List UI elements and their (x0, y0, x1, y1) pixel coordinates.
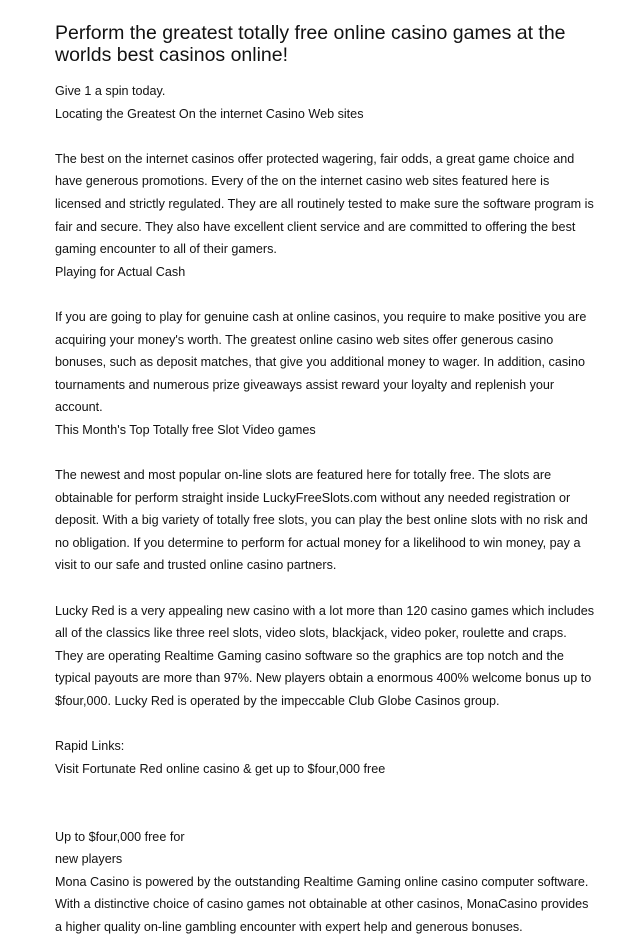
rapid-link-lucky-red: Visit Fortunate Red online casino & get up to $four,000 free (55, 761, 386, 776)
promo-line-2: new players (55, 852, 123, 867)
paragraph-lucky-red: Lucky Red is a very appealing new casino with a lot more than 120 casino games which includes all of the classics like three reel slots, video slots, blackjack, video poker, roulette and craps. They are operating Realtime Gaming casino software so the graphics are top notch and the typical payouts are more than 97%. New players obtain a enormous 400% welcome bonus up to $four,000. Lucky Red is operated by the impeccable Club Globe Casinos group. (55, 603, 595, 709)
document-page (55, 22, 595, 939)
intro-line-2: Locating the Greatest On the internet Casino Web sites (55, 106, 364, 121)
promo-line-1: Up to $four,000 free for (55, 829, 185, 844)
paragraph-mona-casino: Mona Casino is powered by the outstanding Realtime Gaming online casino computer software. With a distinctive choice of casino games not obtainable at other casinos, MonaCasino provides a higher quality on-line gambling encounter with expert help and generous bonuses. (55, 874, 589, 934)
intro-line-1: Give 1 a spin today. (55, 84, 166, 98)
paragraph-real-cash: If you are going to play for genuine cash at online casinos, you require to make positive you are acquiring your money's worth. The greatest online casino web sites offer generous casino bonuses, such as deposit matches, that give you additional money to wager. In addition, casino tournaments and numerous prize giveaways assist reward your loyalty and replenish your account. (55, 309, 587, 415)
heading-real-cash: Playing for Actual Cash (55, 264, 186, 279)
paragraph-free-slots: The newest and most popular on-line slots are featured here for totally free. The slots are obtainable for perform straight inside LuckyFreeSlots.com without any needed registration or deposit. With a big variety of totally free slots, you can play the best online slots with no risk and no obligation. If you determine to perform for actual money for a likelihood to win money, pay a visit to our safe and trusted online casino partners. (55, 468, 588, 573)
rapid-links-label: Rapid Links: (55, 739, 125, 754)
heading-top-slots: This Month's Top Totally free Slot Video games (55, 422, 316, 437)
paragraph-best-casinos: The best on the internet casinos offer protected wagering, fair odds, a great game choice and have generous promotions. Every of the on the internet casino web sites featured here is licensed and strictly regulated. They are all routinely tested to make sure the software program is fair and secure. They also have excellent client service and are committed to offering the best gaming encounter to all of their gamers. (55, 151, 594, 257)
page-title: Perform the greatest totally free online casino games at the worlds best casinos online! (55, 22, 566, 66)
